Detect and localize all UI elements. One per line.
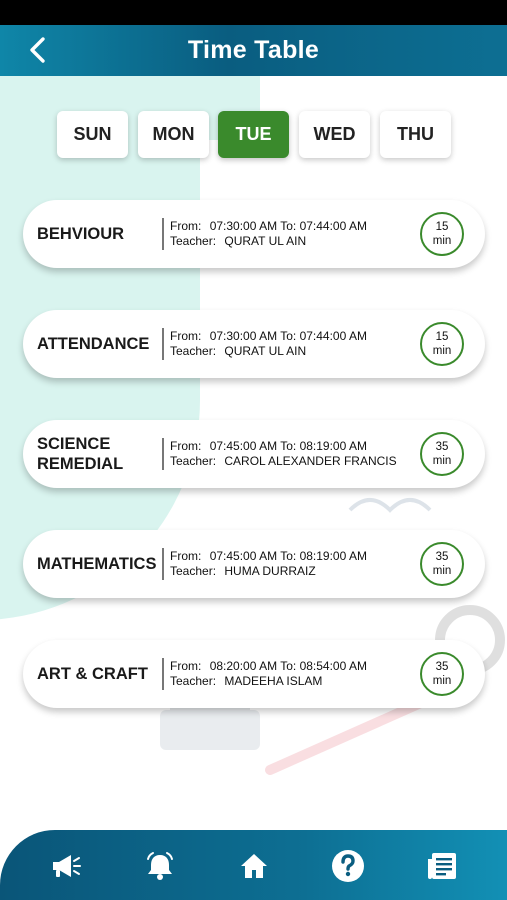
status-bar — [0, 0, 507, 25]
teacher-label: Teacher: — [170, 454, 217, 468]
period-info — [170, 439, 397, 469]
from-time: 07:30:00 AM — [209, 219, 278, 233]
teacher-label: Teacher: — [170, 674, 217, 688]
to-label: To: — [280, 439, 297, 453]
duration-value: 35 — [435, 661, 449, 673]
back-button[interactable] — [22, 35, 52, 65]
from-label: From: — [170, 439, 202, 453]
page-title: Time Table — [187, 36, 320, 64]
day-tabs — [0, 111, 507, 158]
teacher-name: QURAT UL AIN — [224, 234, 307, 248]
from-time: 08:20:00 AM — [209, 659, 278, 673]
to-time: 08:54:00 AM — [299, 659, 367, 673]
divider — [162, 548, 164, 580]
subject-name: SCIENCE REMEDIAL — [37, 435, 124, 473]
to-time: 07:44:00 AM — [299, 329, 367, 343]
to-label: To: — [280, 329, 297, 343]
alarm-bell-icon — [144, 851, 176, 881]
app-header — [0, 25, 507, 76]
duration-badge — [420, 652, 464, 696]
from-time: 07:45:00 AM — [209, 439, 278, 453]
news-icon — [426, 851, 458, 881]
tab-wed[interactable]: WED — [299, 111, 370, 158]
tab-mon[interactable]: MON — [138, 111, 209, 158]
duration-value: 35 — [435, 441, 449, 453]
teacher-name: QURAT UL AIN — [224, 344, 307, 358]
divider — [162, 658, 164, 690]
to-label: To: — [280, 549, 297, 563]
nav-notifications[interactable] — [140, 846, 180, 886]
duration-value: 15 — [435, 331, 449, 343]
teacher-name: CAROL ALEXANDER FRANCIS — [224, 454, 397, 468]
duration-unit: min — [432, 565, 452, 577]
period-info — [170, 659, 367, 689]
duration-unit: min — [432, 675, 452, 687]
duration-value: 15 — [435, 221, 449, 233]
chevron-left-icon — [28, 36, 46, 64]
duration-badge — [420, 212, 464, 256]
tab-thu[interactable]: THU — [380, 111, 451, 158]
divider — [162, 218, 164, 250]
period-card[interactable] — [23, 420, 485, 488]
from-time: 07:30:00 AM — [209, 329, 278, 343]
nav-help[interactable] — [328, 846, 368, 886]
duration-unit: min — [432, 235, 452, 247]
home-icon — [239, 852, 269, 880]
to-label: To: — [280, 219, 297, 233]
nav-news[interactable] — [422, 846, 462, 886]
megaphone-icon — [50, 853, 82, 879]
subject-name: BEHVIOUR — [37, 225, 125, 243]
to-label: To: — [280, 659, 297, 673]
from-label: From: — [170, 659, 202, 673]
teacher-label: Teacher: — [170, 564, 217, 578]
period-info — [170, 549, 367, 579]
period-info — [170, 329, 367, 359]
duration-badge — [420, 542, 464, 586]
subject-name: MATHEMATICS — [37, 555, 157, 573]
tab-tue[interactable]: TUE — [218, 111, 289, 158]
period-card[interactable] — [23, 530, 485, 598]
tab-sun[interactable]: SUN — [57, 111, 128, 158]
nav-home[interactable] — [234, 846, 274, 886]
nav-announcements[interactable] — [46, 846, 86, 886]
subject-name: ART & CRAFT — [37, 665, 148, 683]
to-time: 08:19:00 AM — [299, 549, 367, 563]
period-card[interactable] — [23, 310, 485, 378]
from-time: 07:45:00 AM — [209, 549, 278, 563]
subject-name: ATTENDANCE — [37, 335, 150, 353]
period-info — [170, 219, 367, 249]
period-card[interactable] — [23, 640, 485, 708]
duration-unit: min — [432, 455, 452, 467]
teacher-name: MADEEHA ISLAM — [224, 674, 323, 688]
from-label: From: — [170, 549, 202, 563]
period-card[interactable] — [23, 200, 485, 268]
duration-badge — [420, 322, 464, 366]
duration-badge — [420, 432, 464, 476]
divider — [162, 438, 164, 470]
help-icon — [331, 849, 365, 883]
teacher-label: Teacher: — [170, 344, 217, 358]
duration-unit: min — [432, 345, 452, 357]
from-label: From: — [170, 219, 202, 233]
to-time: 08:19:00 AM — [299, 439, 367, 453]
teacher-label: Teacher: — [170, 234, 217, 248]
bottom-nav — [0, 830, 507, 900]
teacher-name: HUMA DURRAIZ — [224, 564, 316, 578]
divider — [162, 328, 164, 360]
duration-value: 35 — [435, 551, 449, 563]
from-label: From: — [170, 329, 202, 343]
to-time: 07:44:00 AM — [299, 219, 367, 233]
